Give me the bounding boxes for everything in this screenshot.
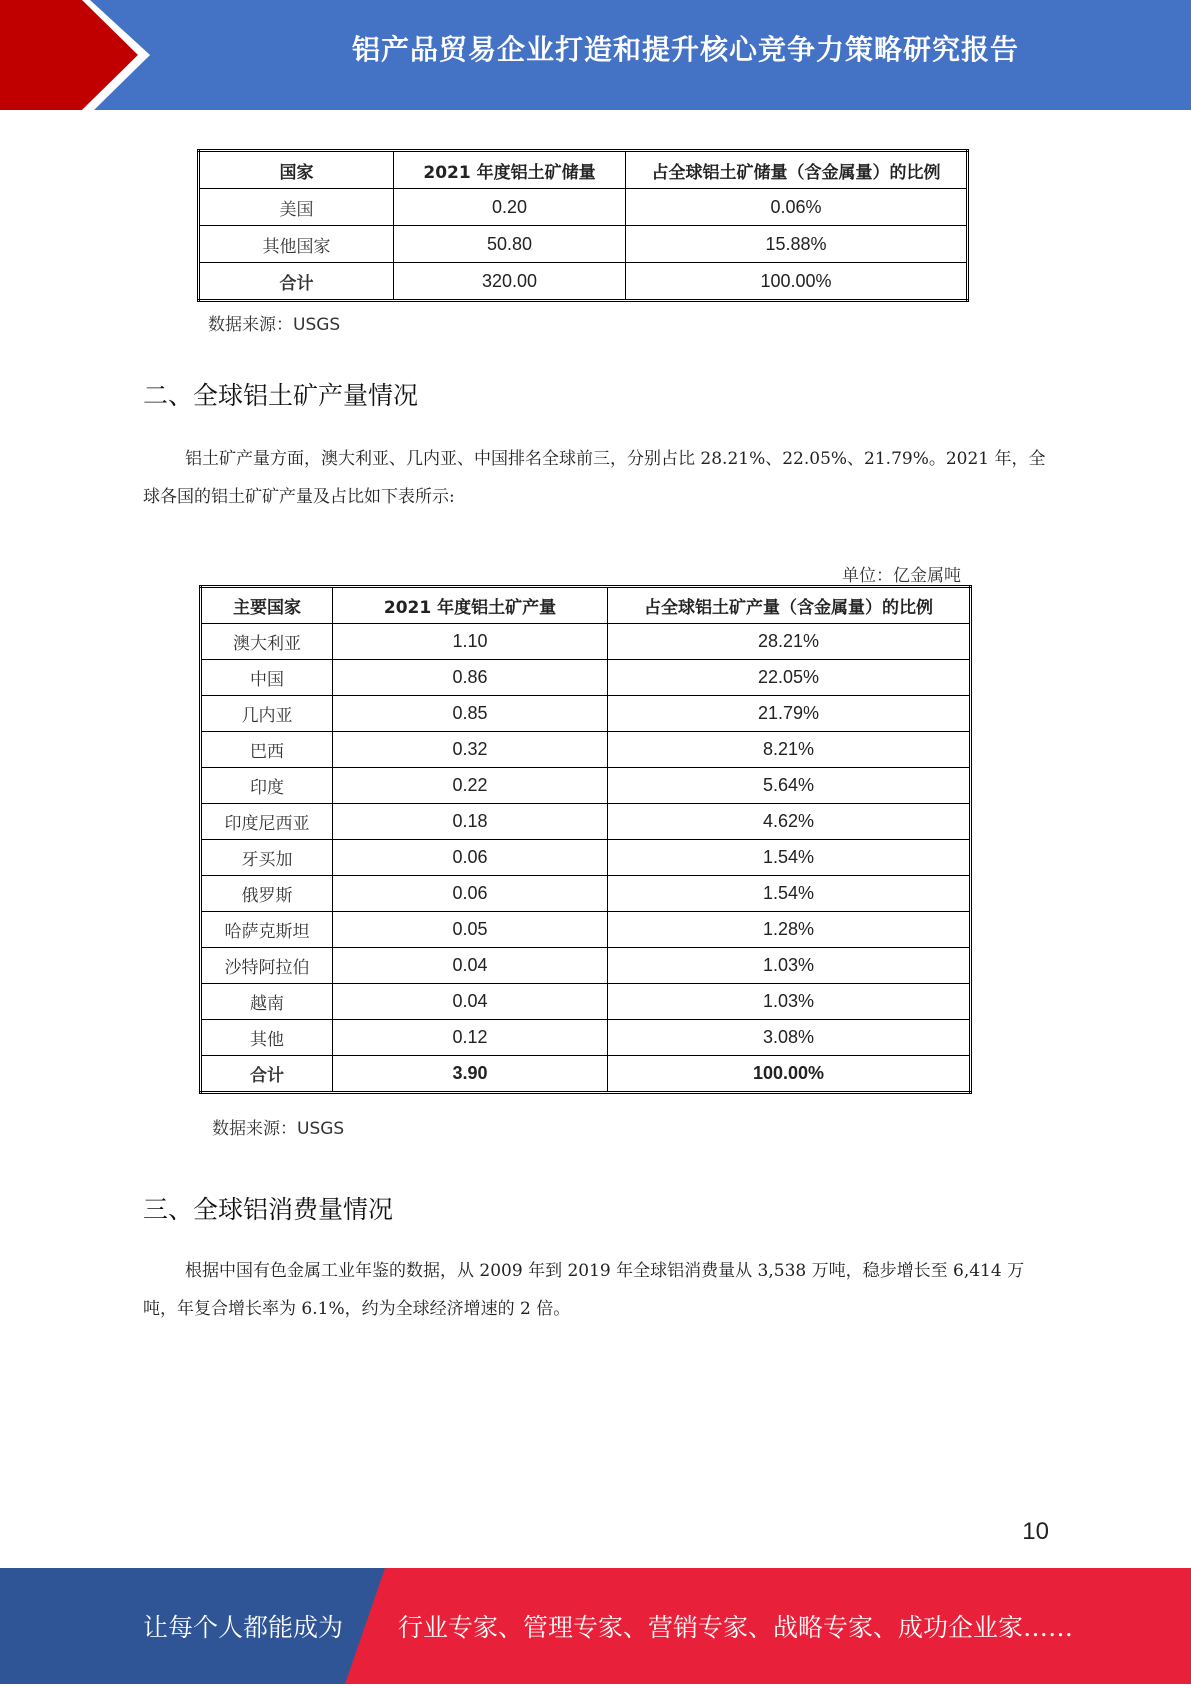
country-cell: 合计 bbox=[199, 263, 394, 301]
country-cell: 印度 bbox=[201, 768, 333, 804]
country-cell: 俄罗斯 bbox=[201, 876, 333, 912]
share-cell: 0.06% bbox=[626, 189, 968, 226]
table-header-row bbox=[199, 151, 968, 189]
table-row bbox=[199, 226, 968, 263]
column-header: 主要国家 bbox=[201, 587, 333, 624]
share-cell: 1.54% bbox=[608, 876, 971, 912]
table1-source: 数据来源：USGS bbox=[208, 315, 341, 335]
table-row bbox=[201, 984, 971, 1020]
value-cell: 0.85 bbox=[333, 696, 608, 732]
value-cell: 0.18 bbox=[333, 804, 608, 840]
table-row bbox=[201, 840, 971, 876]
country-cell: 美国 bbox=[199, 189, 394, 226]
country-cell: 合计 bbox=[201, 1056, 333, 1093]
reserves-table bbox=[197, 149, 969, 302]
header-title: 铝产品贸易企业打造和提升核心竞争力策略研究报告 bbox=[351, 33, 1019, 66]
value-cell: 1.10 bbox=[333, 624, 608, 660]
country-cell: 牙买加 bbox=[201, 840, 333, 876]
page-header bbox=[0, 0, 1191, 110]
value-cell: 0.06 bbox=[333, 840, 608, 876]
section3-heading: 三、全球铝消费量情况 bbox=[143, 1195, 394, 1224]
table-row bbox=[201, 948, 971, 984]
table-header-row bbox=[201, 587, 971, 624]
table-row bbox=[201, 696, 971, 732]
production-table bbox=[199, 585, 972, 1094]
column-header: 占全球铝土矿储量（含金属量）的比例 bbox=[626, 151, 968, 189]
country-cell: 哈萨克斯坦 bbox=[201, 912, 333, 948]
value-cell: 50.80 bbox=[394, 226, 626, 263]
table-row bbox=[201, 1020, 971, 1056]
value-cell: 0.20 bbox=[394, 189, 626, 226]
table2-source: 数据来源：USGS bbox=[212, 1119, 345, 1139]
value-cell: 0.04 bbox=[333, 948, 608, 984]
table-row bbox=[201, 732, 971, 768]
share-cell: 5.64% bbox=[608, 768, 971, 804]
table-row bbox=[201, 804, 971, 840]
value-cell: 320.00 bbox=[394, 263, 626, 301]
footer-slogan: 让每个人都能成为 bbox=[143, 1613, 344, 1642]
country-cell: 越南 bbox=[201, 984, 333, 1020]
country-cell: 巴西 bbox=[201, 732, 333, 768]
section2-paragraph: 铝土矿产量方面，澳大利亚、几内亚、中国排名全球前三，分别占比 28.21%、22.05%、21.79%。2021 年，全球各国的铝土矿矿产量及占比如下表所示: bbox=[143, 449, 1046, 507]
table-row bbox=[201, 876, 971, 912]
country-cell: 几内亚 bbox=[201, 696, 333, 732]
share-cell: 100.00% bbox=[608, 1056, 971, 1093]
share-cell: 4.62% bbox=[608, 804, 971, 840]
header-arrow-decoration bbox=[0, 0, 200, 110]
share-cell: 3.08% bbox=[608, 1020, 971, 1056]
column-header: 2021 年度铝土矿储量 bbox=[394, 151, 626, 189]
country-cell: 沙特阿拉伯 bbox=[201, 948, 333, 984]
section3-paragraph: 根据中国有色金属工业年鉴的数据，从 2009 年到 2019 年全球铝消费量从 3,538 万吨，稳步增长至 6,414 万吨，年复合增长率为 6.1%，约为全球经济增速的 2 倍。 bbox=[143, 1261, 1025, 1319]
page-number: 10 bbox=[1022, 1518, 1049, 1545]
country-cell: 中国 bbox=[201, 660, 333, 696]
share-cell: 1.03% bbox=[608, 948, 971, 984]
value-cell: 0.22 bbox=[333, 768, 608, 804]
page-footer bbox=[0, 1568, 1191, 1684]
value-cell: 0.06 bbox=[333, 876, 608, 912]
share-cell: 100.00% bbox=[626, 263, 968, 301]
column-header: 占全球铝土矿产量（含金属量）的比例 bbox=[608, 587, 971, 624]
share-cell: 1.03% bbox=[608, 984, 971, 1020]
table-row bbox=[201, 768, 971, 804]
production-table-body bbox=[201, 624, 971, 1093]
value-cell: 0.32 bbox=[333, 732, 608, 768]
table2-unit: 单位：亿金属吨 bbox=[842, 566, 961, 586]
column-header: 国家 bbox=[199, 151, 394, 189]
share-cell: 22.05% bbox=[608, 660, 971, 696]
share-cell: 28.21% bbox=[608, 624, 971, 660]
share-cell: 1.54% bbox=[608, 840, 971, 876]
country-cell: 其他 bbox=[201, 1020, 333, 1056]
value-cell: 0.86 bbox=[333, 660, 608, 696]
footer-roles: 行业专家、管理专家、营销专家、战略专家、成功企业家…… bbox=[398, 1613, 1074, 1642]
table-row bbox=[199, 189, 968, 226]
table-row-total bbox=[201, 1056, 971, 1093]
table-row bbox=[201, 624, 971, 660]
country-cell: 澳大利亚 bbox=[201, 624, 333, 660]
country-cell: 印度尼西亚 bbox=[201, 804, 333, 840]
share-cell: 1.28% bbox=[608, 912, 971, 948]
value-cell: 0.04 bbox=[333, 984, 608, 1020]
value-cell: 0.05 bbox=[333, 912, 608, 948]
value-cell: 3.90 bbox=[333, 1056, 608, 1093]
table-row bbox=[201, 912, 971, 948]
section2-heading: 二、全球铝土矿产量情况 bbox=[143, 381, 419, 410]
table-row-total bbox=[199, 263, 968, 301]
table-row bbox=[201, 660, 971, 696]
share-cell: 8.21% bbox=[608, 732, 971, 768]
share-cell: 15.88% bbox=[626, 226, 968, 263]
column-header: 2021 年度铝土矿产量 bbox=[333, 587, 608, 624]
share-cell: 21.79% bbox=[608, 696, 971, 732]
country-cell: 其他国家 bbox=[199, 226, 394, 263]
value-cell: 0.12 bbox=[333, 1020, 608, 1056]
